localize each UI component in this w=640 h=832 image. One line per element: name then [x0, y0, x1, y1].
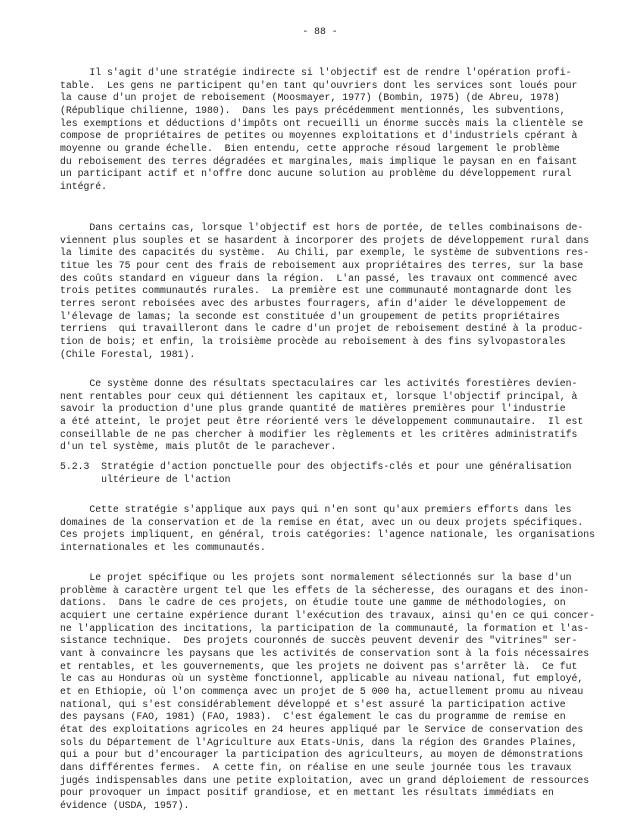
- text-line: un participant actif et n'offre donc aucune solution au problème du développement rural: [60, 168, 572, 180]
- text-line: terriens qui travailleront dans le cadre d'un projet de reboisement destiné à la produc-: [60, 323, 584, 335]
- text-line: tion de bois; et enfin, la troisième procède au reboisement à des fins sylvopastorales: [60, 335, 566, 347]
- text-line: Ce système donne des résultats spectaculaires car les activités forestières devien-: [60, 378, 578, 389]
- paragraph-strategy-scope: [60, 504, 595, 555]
- text-line: jugés indispensables dans une petite exploitation, avec un grand déploiement de ressources: [60, 774, 590, 786]
- text-line: des coûts standard en vigueur dans la région. L'an passé, les travaux ont commencé avec: [60, 272, 578, 284]
- text-line: a été atteint, le projet peut être réorienté vers le développement communautaire. Il est: [60, 415, 584, 427]
- text-line: terres seront reboisées avec des arbustes fourragers, afin d'aider le développement de: [60, 297, 566, 309]
- text-line: ne l'application des incitations, la participation de la communauté, la formation et l'as-: [60, 622, 590, 634]
- text-line: viennent plus souples et se hasardent à incorporer des projets de développement rural dans: [60, 234, 590, 246]
- text-line: conseillable de ne pas chercher à modifier les règlements et les critères administratifs: [60, 428, 578, 440]
- text-line: trois petites communautés rurales. La première est une communauté montagnarde dont les: [60, 285, 572, 297]
- text-line: Le projet spécifique ou les projets sont normalement sélectionnés sur la base d'un: [60, 572, 572, 583]
- text-line: évidence (USDA, 1957).: [60, 799, 190, 811]
- text-line: Ces projets impliquent, en général, trois catégories: l'agence nationale, les organisations: [60, 529, 595, 541]
- text-line: savoir la production d'une plus grande quantité de matières premières pour l'industrie: [60, 403, 566, 415]
- text-line: les exemptions et déductions d'impôts ont recueilli un énorme succès mais la clientèle se: [60, 117, 584, 129]
- paragraph-chile-example: [60, 222, 589, 361]
- text-line: la cause d'un projet de reboisement (Moosmayer, 1977) (Bombin, 1975) (de Abreu, 1978): [60, 92, 560, 104]
- text-line: titue les 75 pour cent des frais de reboisement aux propriétaires des terres, sur la base: [60, 259, 584, 271]
- text-line: compose de propriétaires de petites ou moyennes exploitations et d'industriels cpérant à: [60, 130, 578, 142]
- text-line: intégré.: [60, 180, 108, 192]
- paragraph-results: [60, 378, 583, 454]
- section-heading-5-2-3: [60, 461, 571, 486]
- text-line: dations. Dans le cadre de ces projets, on étudie toute une gamme de méthodologies, on: [60, 597, 566, 609]
- text-line: problème à caractère urgent tel que les effets de la sécheresse, des ouragans et des inon-: [60, 584, 590, 596]
- text-line: d'un tel système, mais plutôt de le parachever.: [60, 441, 337, 453]
- text-line: Dans certains cas, lorsque l'objectif est hors de portée, de telles combinaisons de-: [60, 222, 584, 233]
- text-line: la limite des capacités du système. Au Chili, par exemple, le système de subventions res-: [60, 247, 590, 259]
- text-line: ultérieure de l'action: [60, 473, 231, 485]
- text-line: qui a pour but d'encourager la participation des agriculteurs, au moyen de démonstrations: [60, 749, 584, 761]
- text-line: sols du Département de l'Agriculture aux Etats-Unis, dans la région des Grandes Plaines,: [60, 736, 578, 748]
- text-line: Il s'agit d'une stratégie indirecte si l'objectif est de rendre l'opération profi-: [60, 67, 572, 78]
- text-line: moyenne ou grande échelle. Bien entendu, cette approche résoud largement le problème: [60, 142, 560, 154]
- text-line: dans différentes fermes. A cette fin, on réalise en une seule journée tous les travaux: [60, 761, 572, 773]
- text-line: acquiert une certaine expérience durant l'exécution des travaux, ainsi qu'en ce qui concer-: [60, 609, 595, 621]
- text-line: internationales et les communautés.: [60, 541, 266, 553]
- text-line: le cas au Honduras où un système fonctionnel, applicable au niveau national, fut employé,: [60, 673, 584, 685]
- text-line: 5.2.3 Stratégie d'action ponctuelle pour des objectifs-clés et pour une généralisation: [60, 461, 572, 472]
- text-line: table. Les gens ne participent qu'en tant qu'ouvriers dont les services sont loués pour: [60, 79, 578, 91]
- page-number: - 88 -: [302, 26, 338, 37]
- text-line: l'élevage de lamas; la seconde est constituée d'un groupement de petits propriétaires: [60, 310, 560, 322]
- text-line: état des exploitations agricoles en 24 heures appliqué par le Service de conservation des: [60, 723, 584, 735]
- text-line: des paysans (FAO, 1981) (FAO, 1983). C'est également le cas du programme de remise en: [60, 711, 566, 723]
- text-line: nent rentables pour ceux qui détiennent les capitaux et, lorsque l'objectif principal, à: [60, 390, 578, 402]
- text-line: (Chile Forestal, 1981).: [60, 348, 196, 360]
- text-line: et en Ethiopie, où l'on commença avec un projet de 5 000 ha, actuellement promu au niveau: [60, 685, 584, 697]
- paragraph-indirect-strategy: [60, 67, 583, 194]
- text-line: et rentables, et les gouvernements, que les projets ne doivent pas s'arrêter là. Ce fut: [60, 660, 578, 672]
- text-line: Cette stratégie s'applique aux pays qui n'en sont qu'aux premiers efforts dans les: [60, 504, 572, 515]
- text-line: sistance technique. Des projets couronnés de succès peuvent devenir des "vitrines" ser-: [60, 635, 578, 647]
- paragraph-specific-projects: [60, 572, 595, 812]
- text-line: (République chilienne, 1980). Dans les pays précédemment mentionnés, les subventions,: [60, 104, 566, 116]
- text-line: national, qui s'est considérablement développé et s'est assuré la participation active: [60, 698, 566, 710]
- text-line: du reboisement des terres dégradées et marginales, mais implique le paysan en en faisant: [60, 155, 578, 167]
- text-line: vant à convaincre les paysans que les activités de conservation sont à la fois nécessaires: [60, 647, 590, 659]
- text-line: domaines de la conservation et de la remise en état, avec un ou deux projets spécifiques.: [60, 516, 584, 528]
- text-line: pour provoquer un impact positif grandiose, et en mettant les résultats immédiats en: [60, 787, 554, 799]
